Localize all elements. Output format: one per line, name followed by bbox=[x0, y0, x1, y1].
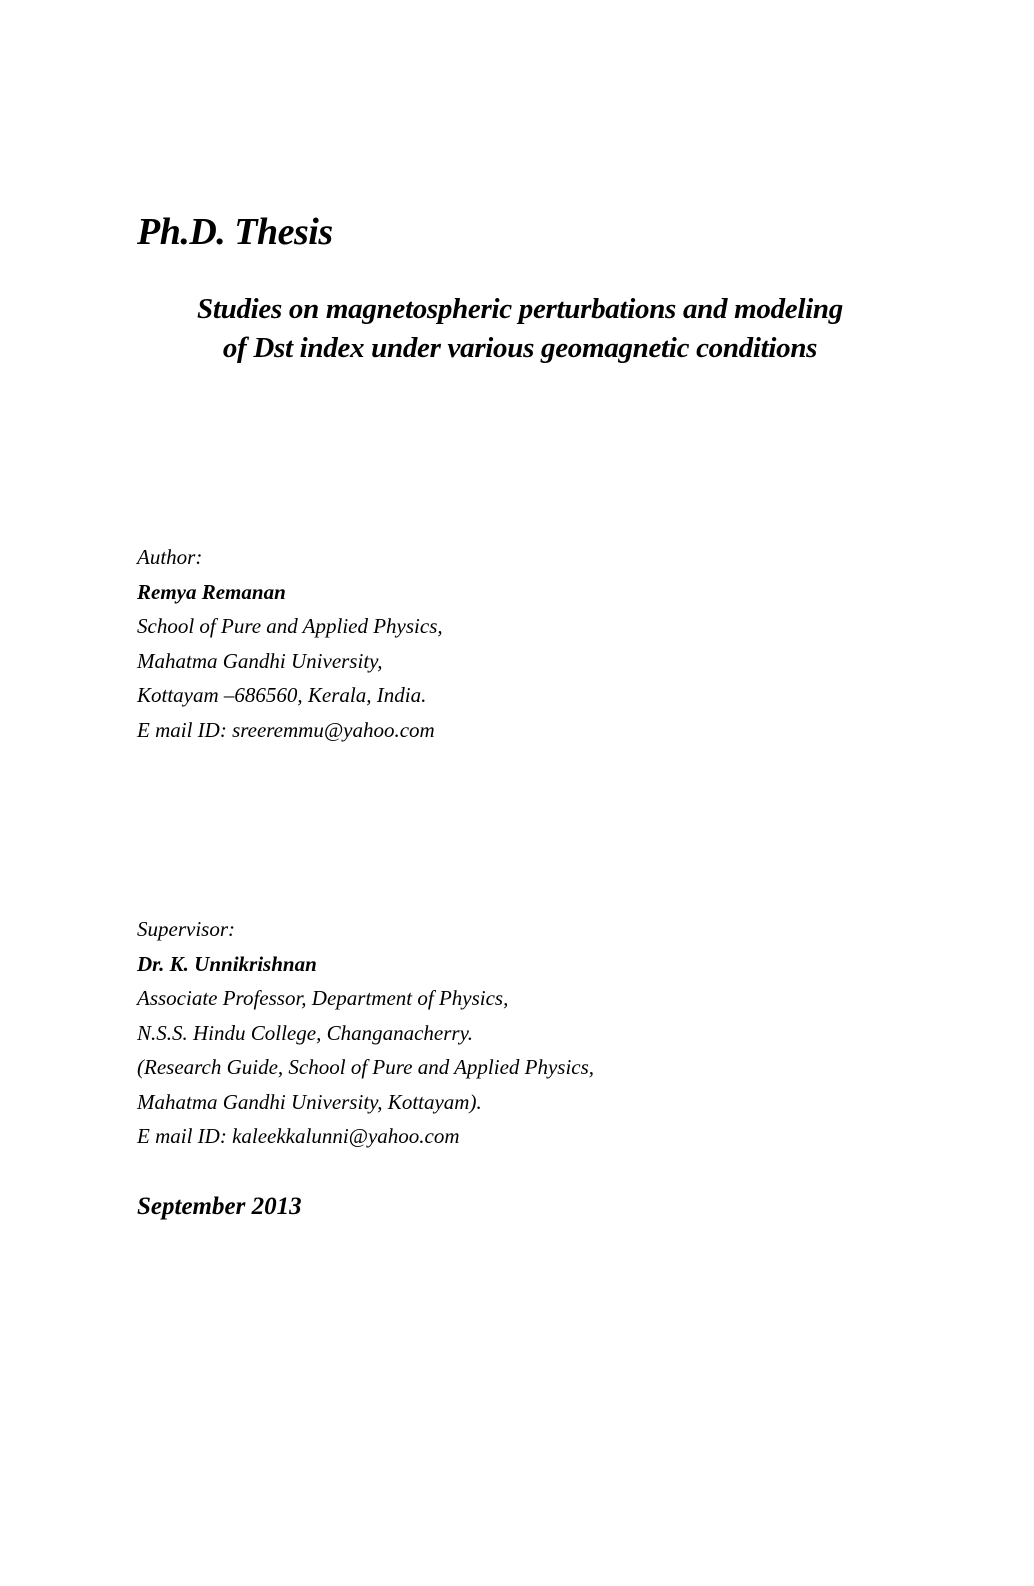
author-heading: Author: bbox=[137, 545, 203, 569]
author-email: E mail ID: sreeremmu@yahoo.com bbox=[137, 717, 435, 742]
supervisor-block bbox=[137, 912, 594, 1154]
author-affiliation-line: School of Pure and Applied Physics, bbox=[137, 614, 443, 638]
author-block bbox=[137, 540, 443, 747]
submission-date: September 2013 bbox=[137, 1193, 302, 1220]
supervisor-affiliation-line: Associate Professor, Department of Physics, bbox=[137, 986, 509, 1010]
thesis-title-line-1: Studies on magnetospheric perturbations and modeling bbox=[197, 293, 843, 325]
supervisor-affiliation-line: Mahatma Gandhi University, Kottayam). bbox=[137, 1089, 482, 1114]
supervisor-heading: Supervisor: bbox=[137, 917, 235, 941]
author-name: Remya Remanan bbox=[137, 579, 286, 604]
thesis-title bbox=[120, 290, 920, 368]
document-type-heading: Ph.D. Thesis bbox=[137, 211, 333, 253]
supervisor-email: E mail ID: kaleekkalunni@yahoo.com bbox=[137, 1124, 460, 1148]
supervisor-name: Dr. K. Unnikrishnan bbox=[137, 951, 317, 976]
supervisor-affiliation-line: (Research Guide, School of Pure and Applied Physics, bbox=[137, 1055, 595, 1079]
thesis-title-line-2: of Dst index under various geomagnetic conditions bbox=[222, 332, 818, 364]
author-affiliation-line: Kottayam –686560, Kerala, India. bbox=[137, 683, 427, 707]
supervisor-affiliation-line: N.S.S. Hindu College, Changanacherry. bbox=[137, 1020, 473, 1045]
author-affiliation-line: Mahatma Gandhi University, bbox=[137, 648, 383, 673]
